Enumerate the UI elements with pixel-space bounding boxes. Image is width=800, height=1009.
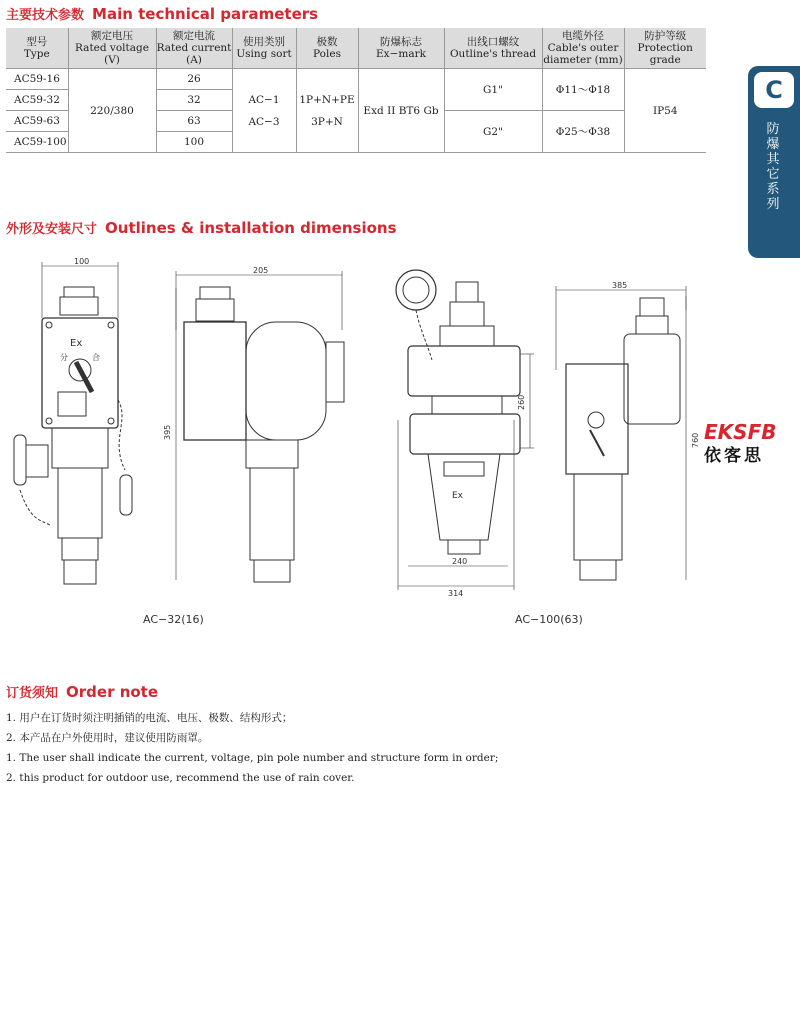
cell-using-sort: AC−1 AC−3 xyxy=(232,69,296,153)
header-current: 额定电流 Rated current (A) xyxy=(156,28,232,69)
category-letter: C xyxy=(754,72,794,108)
cell-current: 32 xyxy=(156,90,232,111)
cell-type: AC59-63 xyxy=(6,111,68,132)
svg-text:合: 合 xyxy=(92,353,100,362)
svg-text:385: 385 xyxy=(612,281,628,290)
dim-100: 100 xyxy=(74,257,90,266)
cell-cable: Φ25～Φ38 xyxy=(542,111,624,153)
brand-logo-text: EKSFB xyxy=(704,420,777,444)
cell-cable: Φ11～Φ18 xyxy=(542,69,624,111)
order-notes xyxy=(6,708,498,788)
cell-type: AC59-100 xyxy=(6,132,68,153)
header-thread: 出线口螺纹 Outline's thread xyxy=(444,28,542,69)
header-voltage: 额定电压 Rated voltage (V) xyxy=(68,28,156,69)
header-using-sort: 使用类别 Using sort xyxy=(232,28,296,69)
header-ex-mark: 防爆标志 Ex−mark xyxy=(358,28,444,69)
section-title-cn: 主要技术参数 xyxy=(6,8,85,23)
header-protection: 防护等级 Protection grade xyxy=(624,28,706,69)
section-title-outlines: 外形及安装尺寸 Outlines & installation dimensions xyxy=(6,219,397,237)
category-side-tab[interactable] xyxy=(748,66,800,258)
section-title-order: 订货须知 Order note xyxy=(6,683,159,701)
svg-text:314: 314 xyxy=(448,589,464,598)
list-item: 1. The user shall indicate the current, voltage, pin pole number and structure form in order; xyxy=(6,752,499,764)
section-title-params xyxy=(6,4,318,23)
cell-protection: IP54 xyxy=(624,69,706,153)
brand-logo xyxy=(700,420,800,466)
header-type: 型号 Type xyxy=(6,28,68,69)
svg-text:240: 240 xyxy=(452,557,468,566)
cell-poles: 1P+N+PE 3P+N xyxy=(296,69,358,153)
cell-thread: G1" xyxy=(444,69,542,111)
svg-text:205: 205 xyxy=(253,266,269,275)
drawing-ac32-front xyxy=(14,257,132,584)
table-header-row xyxy=(6,28,706,69)
cell-current: 26 xyxy=(156,69,232,90)
cell-ex-mark: Exd II BT6 Gb xyxy=(358,69,444,153)
svg-text:260: 260 xyxy=(517,394,526,410)
cell-voltage: 220/380 xyxy=(68,69,156,153)
cell-current: 100 xyxy=(156,132,232,153)
cell-current: 63 xyxy=(156,111,232,132)
cell-type: AC59-32 xyxy=(6,90,68,111)
cell-thread: G2" xyxy=(444,111,542,153)
parameters-table xyxy=(6,28,706,153)
table-row xyxy=(6,69,706,90)
brand-logo-cn: 依客思 xyxy=(704,446,764,466)
header-cable: 电缆外径 Cable's outer diameter (mm) xyxy=(542,28,624,69)
list-item: 1. 用户在订货时须注明插销的电流、电压、极数、结构形式； xyxy=(6,712,293,724)
drawing-ac32-side xyxy=(163,266,344,582)
cell-type: AC59-16 xyxy=(6,69,68,90)
header-poles: 极数 Poles xyxy=(296,28,358,69)
svg-text:760: 760 xyxy=(691,432,700,448)
drawing-ac100-front xyxy=(396,270,534,598)
list-item: 2. this product for outdoor use, recommend the use of rain cover. xyxy=(6,772,355,784)
list-item: 2. 本产品在户外使用时，建议使用防雨罩。 xyxy=(6,732,209,744)
svg-text:395: 395 xyxy=(163,424,172,440)
caption-ac100: AC−100(63) xyxy=(515,613,583,626)
section-title-en: Main technical parameters xyxy=(92,5,319,23)
ex-label: Ex xyxy=(70,338,83,349)
svg-text:分: 分 xyxy=(60,353,68,362)
category-text: 防爆其它系列 xyxy=(766,122,780,212)
caption-ac32: AC−32(16) xyxy=(143,613,204,626)
svg-text:Ex: Ex xyxy=(452,491,464,501)
drawing-ac100-side xyxy=(556,281,700,580)
outline-drawings xyxy=(0,250,720,620)
